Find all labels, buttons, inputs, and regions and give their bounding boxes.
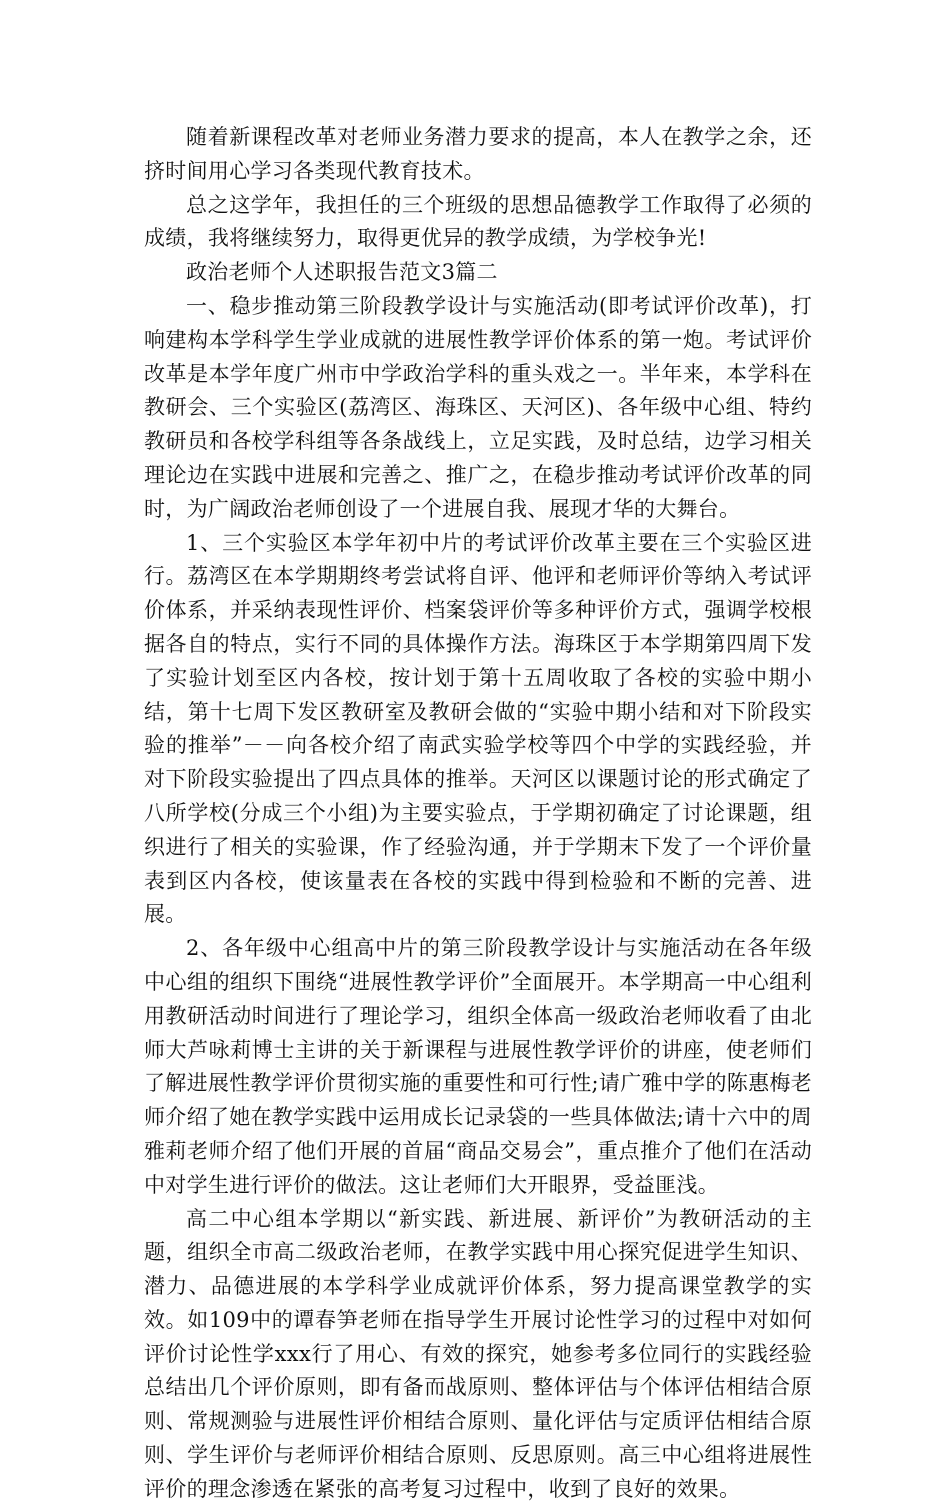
paragraph-6: 高二中心组本学期以“新实践、新进展、新评价”为教研活动的主题，组织全市高二级政治老师，在教学实践中用心探究促进学生知识、潜力、品德进展的本学科学业成就评价体系，努力提高课堂教学的实效。如109中的谭春笋老师在指导学生开展讨论性学习的过程中对如何评价讨论性学xxx行了用心、有效的探究，她参考多位同行的实践经验总结出几个评价原则，即有备而战原则、整体评估与个体评估相结合原则、常规测验与进展性评价相结合原则、量化评估与定质评估相结合原则、学生评价与老师评价相结合原则、反思原则。高三中心组将进展性评价的理念渗透在紧张的高考复习过程中，收到了良好的效果。 — [144, 1206, 812, 1501]
document-body — [144, 121, 812, 1507]
paragraph-5: 2、各年级中心组高中片的第三阶段教学设计与实施活动在各年级中心组的组织下围绕“进展性教学评价”全面展开。本学期高一中心组利用教研活动时间进行了理论学习，组织全体高一级政治老师收看了由北师大芦咏莉博士主讲的关于新课程与进展性教学评价的讲座，使老师们了解进展性教学评价贯彻实施的重要性和可行性;请广雅中学的陈惠梅老师介绍了她在教学实践中运用成长记录袋的一些具体做法;请十六中的周雅莉老师介绍了他们开展的首届“商品交易会”，重点推介了他们在活动中对学生进行评价的做法。这让老师们大开眼界，受益匪浅。 — [144, 936, 812, 1197]
paragraph-4: 1、三个实验区本学年初中片的考试评价改革主要在三个实验区进行。荔湾区在本学期期终考尝试将自评、他评和老师评价等纳入考试评价体系，并采纳表现性评价、档案袋评价等多种评价方式，强调学校根据各自的特点，实行不同的具体操作方法。海珠区于本学期第四周下发了实验计划至区内各校，按计划于第十五周收取了各校的实验中期小结，第十七周下发区教研室及教研会做的“实验中期小结和对下阶段实验的推举”－－向各校介绍了南武实验学校等四个中学的实践经验，并对下阶段实验提出了四点具体的推举。天河区以课题讨论的形式确定了八所学校(分成三个小组)为主要实验点，于学期初确定了讨论课题，组织进行了相关的实验课，作了经验沟通，并于学期末下发了一个评价量表到区内各校，使该量表在各校的实践中得到检验和不断的完善、进展。 — [144, 530, 812, 927]
paragraph-3: 一、稳步推动第三阶段教学设计与实施活动(即考试评价改革)，打响建构本学科学生学业成就的进展性教学评价体系的第一炮。考试评价改革是本学年度广州市中学政治学科的重头戏之一。半年来，本学科在教研会、三个实验区(荔湾区、海珠区、天河区)、各年级中心组、特约教研员和各校学科组等各条战线上，立足实践，及时总结，边学习相关理论边在实践中进展和完善之、推广之，在稳步推动考试评价改革的同时，为广阔政治老师创设了一个进展自我、展现才华的大舞台。 — [144, 293, 812, 521]
paragraph-1: 随着新课程改革对老师业务潜力要求的提高，本人在教学之余，还挤时间用心学习各类现代教育技术。 — [144, 125, 812, 183]
paragraph-2: 总之这学年，我担任的三个班级的思想品德教学工作取得了必须的成绩，我将继续努力，取得更优异的教学成绩，为学校争光! — [144, 192, 812, 251]
section-heading: 政治老师个人述职报告范文3篇二 — [186, 260, 498, 285]
